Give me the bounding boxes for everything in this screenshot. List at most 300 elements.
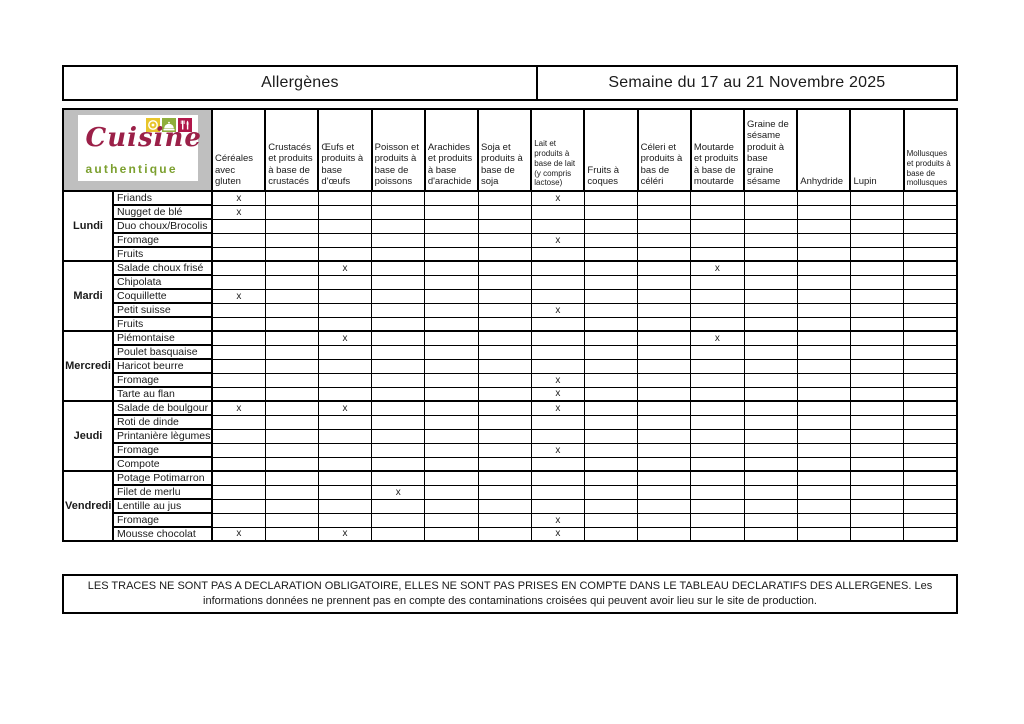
column-header-10: Moutarde et produits à base de moutarde	[691, 109, 744, 191]
allergen-mark-cell	[425, 527, 478, 541]
table-row	[63, 219, 957, 233]
allergen-mark-cell	[318, 387, 371, 401]
table-row	[63, 443, 957, 457]
allergen-mark-cell	[265, 289, 318, 303]
allergen-mark-cell	[425, 429, 478, 443]
allergen-mark-cell: x	[531, 373, 584, 387]
allergen-mark-cell: x	[531, 443, 584, 457]
allergen-mark-cell	[691, 443, 744, 457]
allergen-mark-cell	[425, 317, 478, 331]
allergen-mark-cell	[425, 191, 478, 205]
allergen-mark-cell	[372, 275, 425, 289]
allergen-mark-cell	[584, 415, 637, 429]
allergen-mark-cell	[425, 443, 478, 457]
table-row	[63, 191, 957, 205]
allergen-mark-cell	[691, 513, 744, 527]
allergen-mark-cell	[638, 331, 691, 345]
allergen-mark-cell	[584, 219, 637, 233]
allergen-mark-cell	[212, 513, 265, 527]
allergen-mark-cell	[691, 205, 744, 219]
dish-name: Friands	[113, 191, 212, 205]
allergen-mark-cell	[584, 317, 637, 331]
allergen-mark-cell	[797, 247, 850, 261]
day-label-jeudi: Jeudi	[63, 401, 113, 471]
allergen-mark-cell	[531, 247, 584, 261]
allergen-mark-cell	[691, 191, 744, 205]
allergen-mark-cell	[584, 191, 637, 205]
week-range-title: Semaine du 17 au 21 Novembre 2025	[537, 66, 957, 100]
allergen-mark-cell	[425, 345, 478, 359]
allergen-mark-cell	[850, 289, 903, 303]
allergen-mark-cell	[212, 345, 265, 359]
column-header-13: Lupin	[850, 109, 903, 191]
allergen-mark-cell	[584, 499, 637, 513]
allergen-mark-cell	[744, 233, 797, 247]
allergen-mark-cell	[904, 471, 957, 485]
allergen-mark-cell	[850, 471, 903, 485]
allergen-mark-cell	[638, 191, 691, 205]
allergen-mark-cell	[372, 233, 425, 247]
allergen-mark-cell	[744, 331, 797, 345]
allergen-mark-cell	[425, 303, 478, 317]
traces-disclaimer: LES TRACES NE SONT PAS A DECLARATION OBLIGATOIRE, ELLES NE SONT PAS PRISES EN COMPTE DANS LE TABLEAU DECLARATIFS DES ALLERGENES. Les informations données ne prennent pas en compte des contaminations croisées qui peuvent avoir lieu sur le site de production.	[62, 574, 958, 614]
allergen-mark-cell	[638, 289, 691, 303]
table-row	[63, 317, 957, 331]
allergen-mark-cell	[691, 359, 744, 373]
allergen-mark-cell	[797, 471, 850, 485]
allergen-mark-cell	[744, 261, 797, 275]
allergen-mark-cell	[638, 359, 691, 373]
allergen-mark-cell	[478, 373, 531, 387]
allergen-mark-cell	[638, 527, 691, 541]
table-row	[63, 289, 957, 303]
day-label-mardi: Mardi	[63, 261, 113, 331]
allergen-mark-cell	[212, 387, 265, 401]
dish-name: Petit suisse	[113, 303, 212, 317]
allergen-mark-cell	[904, 499, 957, 513]
allergen-mark-cell	[265, 275, 318, 289]
allergen-mark-cell	[744, 359, 797, 373]
allergen-mark-cell	[744, 345, 797, 359]
allergen-mark-cell	[797, 457, 850, 471]
allergen-mark-cell	[478, 443, 531, 457]
allergen-mark-cell	[265, 513, 318, 527]
allergen-mark-cell	[904, 485, 957, 499]
allergen-mark-cell	[904, 247, 957, 261]
allergen-mark-cell	[850, 275, 903, 289]
table-row	[63, 513, 957, 527]
allergen-mark-cell: x	[318, 331, 371, 345]
allergen-mark-cell	[691, 373, 744, 387]
allergen-mark-cell: x	[531, 191, 584, 205]
allergen-mark-cell	[850, 219, 903, 233]
allergen-mark-cell	[850, 359, 903, 373]
allergen-mark-cell	[850, 499, 903, 513]
dish-name: Fromage	[113, 443, 212, 457]
allergen-mark-cell	[318, 317, 371, 331]
allergen-mark-cell	[584, 373, 637, 387]
allergen-mark-cell	[478, 513, 531, 527]
table-row	[63, 275, 957, 289]
allergen-mark-cell: x	[212, 289, 265, 303]
allergen-mark-cell	[425, 247, 478, 261]
allergen-mark-cell	[584, 289, 637, 303]
table-row	[63, 359, 957, 373]
allergen-mark-cell	[638, 373, 691, 387]
dish-name: Chipolata	[113, 275, 212, 289]
column-header-6: Soja et produits à base de soja	[478, 109, 531, 191]
dish-name: Fromage	[113, 513, 212, 527]
day-label-vendredi: Vendredi	[63, 471, 113, 541]
allergen-mark-cell	[372, 471, 425, 485]
allergen-mark-cell	[212, 303, 265, 317]
allergen-mark-cell	[318, 373, 371, 387]
dish-name: Fromage	[113, 373, 212, 387]
allergen-mark-cell	[478, 247, 531, 261]
allergen-mark-cell: x	[318, 401, 371, 415]
allergen-mark-cell	[372, 457, 425, 471]
allergen-mark-cell	[265, 485, 318, 499]
allergen-mark-cell	[797, 345, 850, 359]
allergen-mark-cell	[265, 191, 318, 205]
allergen-mark-cell	[691, 485, 744, 499]
allergen-mark-cell	[904, 457, 957, 471]
allergen-mark-cell	[904, 275, 957, 289]
dish-name: Filet de merlu	[113, 485, 212, 499]
allergen-mark-cell	[531, 317, 584, 331]
allergen-mark-cell	[797, 219, 850, 233]
allergen-mark-cell	[584, 331, 637, 345]
column-header-1: Céréales avec gluten	[212, 109, 265, 191]
allergen-mark-cell	[691, 415, 744, 429]
dish-name: Fruits	[113, 317, 212, 331]
allergen-mark-cell	[478, 289, 531, 303]
allergen-mark-cell	[425, 331, 478, 345]
allergen-mark-cell	[904, 261, 957, 275]
allergen-mark-cell: x	[318, 527, 371, 541]
table-row	[63, 457, 957, 471]
table-row	[63, 261, 957, 275]
allergen-mark-cell: x	[372, 485, 425, 499]
day-label-mercredi: Mercredi	[63, 331, 113, 401]
allergen-mark-cell	[318, 275, 371, 289]
allergen-mark-cell: x	[531, 303, 584, 317]
allergen-mark-cell	[425, 261, 478, 275]
allergen-mark-cell	[265, 261, 318, 275]
allergen-mark-cell	[531, 261, 584, 275]
allergen-mark-cell	[744, 275, 797, 289]
allergen-mark-cell	[850, 373, 903, 387]
allergen-mark-cell	[372, 205, 425, 219]
allergen-mark-cell	[744, 247, 797, 261]
dish-name: Potage Potimarron	[113, 471, 212, 485]
allergen-mark-cell	[265, 527, 318, 541]
allergen-mark-cell	[850, 191, 903, 205]
allergen-mark-cell	[318, 499, 371, 513]
allergen-mark-cell	[265, 373, 318, 387]
allergen-mark-cell	[691, 499, 744, 513]
allergen-mark-cell: x	[531, 401, 584, 415]
allergen-mark-cell	[797, 191, 850, 205]
allergen-mark-cell	[584, 527, 637, 541]
allergen-mark-cell	[904, 443, 957, 457]
allergen-mark-cell	[797, 373, 850, 387]
allergen-mark-cell	[478, 317, 531, 331]
allergen-mark-cell	[318, 429, 371, 443]
allergen-mark-cell	[797, 415, 850, 429]
title-bar	[62, 65, 958, 101]
allergen-mark-cell	[531, 345, 584, 359]
allergen-mark-cell	[904, 401, 957, 415]
table-row	[63, 331, 957, 345]
allergen-mark-cell	[372, 443, 425, 457]
allergen-mark-cell	[318, 205, 371, 219]
allergen-mark-cell	[797, 205, 850, 219]
allergen-mark-cell	[318, 219, 371, 233]
allergen-mark-cell	[797, 275, 850, 289]
allergen-mark-cell	[904, 191, 957, 205]
allergen-mark-cell	[478, 233, 531, 247]
allergen-mark-cell	[691, 219, 744, 233]
allergen-mark-cell	[638, 275, 691, 289]
allergen-mark-cell	[425, 275, 478, 289]
allergen-mark-cell	[797, 317, 850, 331]
allergen-mark-cell	[478, 331, 531, 345]
allergen-mark-cell	[372, 527, 425, 541]
allergen-mark-cell	[850, 457, 903, 471]
allergen-mark-cell	[372, 191, 425, 205]
allergen-mark-cell	[425, 499, 478, 513]
allergen-mark-cell	[904, 415, 957, 429]
allergen-mark-cell	[744, 415, 797, 429]
allergen-mark-cell	[478, 471, 531, 485]
allergen-mark-cell	[638, 415, 691, 429]
allergen-mark-cell	[797, 233, 850, 247]
allergen-mark-cell	[212, 373, 265, 387]
allergen-mark-cell	[265, 233, 318, 247]
allergen-mark-cell	[904, 373, 957, 387]
allergen-mark-cell	[425, 219, 478, 233]
allergen-mark-cell	[691, 303, 744, 317]
allergen-mark-cell	[531, 499, 584, 513]
allergen-mark-cell	[478, 261, 531, 275]
allergen-mark-cell	[478, 429, 531, 443]
dish-name: Compote	[113, 457, 212, 471]
allergen-mark-cell	[744, 457, 797, 471]
allergen-mark-cell	[744, 513, 797, 527]
allergen-mark-cell	[744, 373, 797, 387]
allergen-mark-cell	[744, 401, 797, 415]
column-header-11: Graine de sésame produit à base graine sésame	[744, 109, 797, 191]
table-row	[63, 415, 957, 429]
allergen-mark-cell	[212, 331, 265, 345]
allergen-mark-cell	[744, 527, 797, 541]
dish-name: Printanière lègumes	[113, 429, 212, 443]
allergen-mark-cell	[904, 317, 957, 331]
allergen-mark-cell	[638, 457, 691, 471]
allergen-mark-cell	[318, 471, 371, 485]
allergen-mark-cell	[850, 247, 903, 261]
allergen-mark-cell	[850, 205, 903, 219]
allergen-mark-cell	[318, 233, 371, 247]
column-header-12: Anhydride	[797, 109, 850, 191]
allergen-mark-cell	[638, 387, 691, 401]
allergen-mark-cell	[425, 513, 478, 527]
allergen-mark-cell	[212, 219, 265, 233]
allergen-mark-cell: x	[318, 261, 371, 275]
allergen-mark-cell	[904, 429, 957, 443]
allergen-mark-cell	[265, 219, 318, 233]
allergen-mark-cell	[531, 457, 584, 471]
allergen-mark-cell	[691, 387, 744, 401]
allergen-mark-cell	[372, 345, 425, 359]
allergen-mark-cell	[850, 261, 903, 275]
allergen-mark-cell	[478, 219, 531, 233]
allergen-mark-cell	[265, 443, 318, 457]
allergen-table	[62, 108, 958, 542]
allergen-mark-cell	[850, 429, 903, 443]
allergen-mark-cell	[531, 471, 584, 485]
allergen-mark-cell	[904, 387, 957, 401]
table-row	[63, 303, 957, 317]
allergen-mark-cell	[584, 513, 637, 527]
logo-authentique-text: authentique	[85, 161, 178, 176]
allergen-mark-cell	[797, 387, 850, 401]
column-header-9: Céleri et produits à bas de céléri	[638, 109, 691, 191]
allergen-mark-cell	[425, 471, 478, 485]
allergen-mark-cell	[478, 401, 531, 415]
allergen-mark-cell	[212, 499, 265, 513]
allergen-mark-cell	[638, 317, 691, 331]
allergen-mark-cell	[372, 261, 425, 275]
allergen-mark-cell	[265, 457, 318, 471]
allergen-mark-cell	[212, 275, 265, 289]
allergen-mark-cell	[584, 205, 637, 219]
allergen-mark-cell	[797, 485, 850, 499]
allergen-mark-cell: x	[691, 261, 744, 275]
allergen-mark-cell	[478, 303, 531, 317]
dish-name: Fruits	[113, 247, 212, 261]
allergen-mark-cell	[372, 401, 425, 415]
column-header-2: Crustacés et produits à base de crustacés	[265, 109, 318, 191]
allergen-mark-cell	[584, 401, 637, 415]
allergen-mark-cell	[744, 289, 797, 303]
allergen-mark-cell	[212, 261, 265, 275]
allergen-mark-cell	[797, 303, 850, 317]
allergen-mark-cell	[372, 317, 425, 331]
table-row	[63, 233, 957, 247]
allergen-mark-cell	[318, 191, 371, 205]
allergen-mark-cell	[638, 205, 691, 219]
allergen-mark-cell	[638, 443, 691, 457]
allergen-mark-cell	[638, 513, 691, 527]
allergen-mark-cell	[372, 429, 425, 443]
allergen-mark-cell	[531, 415, 584, 429]
allergen-mark-cell: x	[212, 191, 265, 205]
allergen-mark-cell	[744, 485, 797, 499]
allergen-mark-cell	[318, 303, 371, 317]
allergen-mark-cell	[904, 331, 957, 345]
allergen-mark-cell	[797, 443, 850, 457]
allergen-mark-cell	[744, 499, 797, 513]
allergen-mark-cell: x	[691, 331, 744, 345]
allergen-mark-cell	[850, 233, 903, 247]
allergen-mark-cell	[638, 233, 691, 247]
allergen-mark-cell	[372, 499, 425, 513]
column-header-3: Œufs et produits à base d'œufs	[318, 109, 371, 191]
column-header-4: Poisson et produits à base de poissons	[372, 109, 425, 191]
dish-name: Duo choux/Brocolis	[113, 219, 212, 233]
allergen-mark-cell	[265, 345, 318, 359]
allergen-mark-cell	[265, 387, 318, 401]
allergen-mark-cell	[638, 499, 691, 513]
allergen-mark-cell	[531, 205, 584, 219]
allergen-mark-cell	[691, 429, 744, 443]
allergen-mark-cell	[584, 345, 637, 359]
allergen-mark-cell	[691, 275, 744, 289]
allergen-mark-cell	[797, 331, 850, 345]
column-header-14: Mollusques et produits à base de mollusques	[904, 109, 957, 191]
allergen-mark-cell	[372, 331, 425, 345]
allergen-mark-cell	[425, 233, 478, 247]
allergen-mark-cell	[265, 359, 318, 373]
allergen-mark-cell	[638, 219, 691, 233]
allergen-mark-cell	[638, 261, 691, 275]
allergen-mark-cell	[850, 513, 903, 527]
document-title: Allergènes	[63, 66, 537, 100]
allergen-mark-cell	[212, 359, 265, 373]
allergen-mark-cell	[425, 289, 478, 303]
allergen-mark-cell	[691, 233, 744, 247]
allergen-mark-cell	[904, 527, 957, 541]
dish-name: Mousse chocolat	[113, 527, 212, 541]
allergen-mark-cell	[744, 219, 797, 233]
allergen-mark-cell: x	[531, 527, 584, 541]
allergen-mark-cell	[425, 373, 478, 387]
allergen-mark-cell	[584, 471, 637, 485]
allergen-mark-cell	[425, 359, 478, 373]
allergen-mark-cell	[797, 359, 850, 373]
allergen-mark-cell	[372, 359, 425, 373]
allergen-mark-cell	[584, 443, 637, 457]
dish-name: Piémontaise	[113, 331, 212, 345]
column-header-7: Lait et produits à base de lait (y compris lactose)	[531, 109, 584, 191]
column-header-8: Fruits à coques	[584, 109, 637, 191]
allergen-mark-cell	[904, 359, 957, 373]
allergen-mark-cell	[478, 345, 531, 359]
allergen-mark-cell	[850, 387, 903, 401]
allergen-mark-cell	[850, 401, 903, 415]
allergen-mark-cell	[212, 415, 265, 429]
allergen-mark-cell	[425, 401, 478, 415]
table-row	[63, 471, 957, 485]
allergen-mark-cell	[638, 303, 691, 317]
allergen-mark-cell	[850, 331, 903, 345]
allergen-mark-cell	[318, 513, 371, 527]
allergen-mark-cell	[478, 275, 531, 289]
allergen-mark-cell	[531, 359, 584, 373]
allergen-mark-cell	[265, 429, 318, 443]
allergen-mark-cell	[638, 345, 691, 359]
allergen-mark-cell	[318, 415, 371, 429]
allergen-mark-cell	[584, 387, 637, 401]
logo-cuisine-text: Cuisine	[85, 122, 202, 153]
allergen-mark-cell	[372, 415, 425, 429]
dish-name: Lentille au jus	[113, 499, 212, 513]
allergen-mark-cell	[478, 191, 531, 205]
allergen-mark-cell	[584, 247, 637, 261]
allergen-mark-cell	[797, 289, 850, 303]
